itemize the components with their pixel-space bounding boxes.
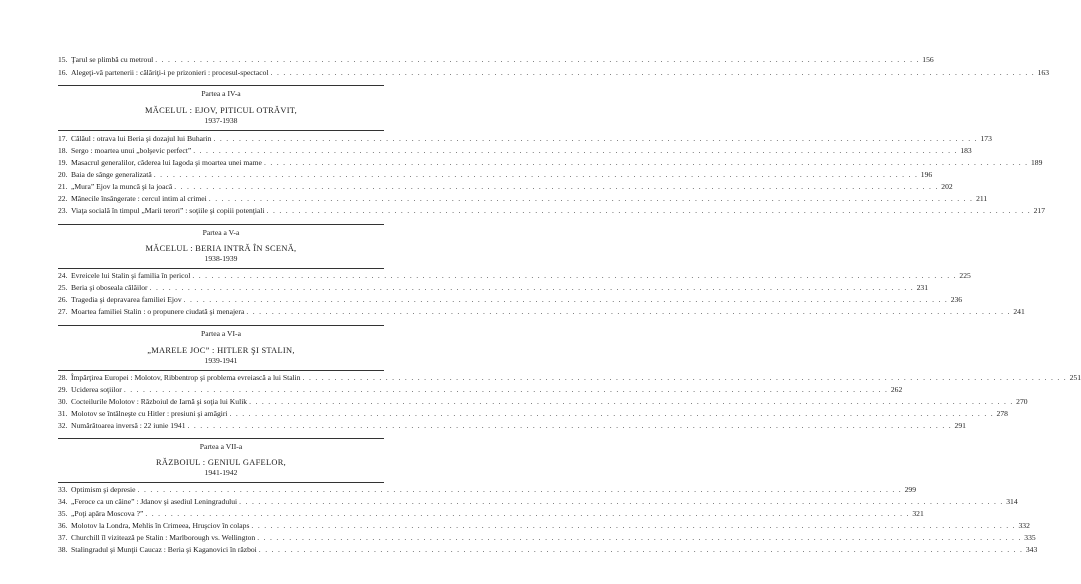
entry-page-number: 270 bbox=[1016, 397, 1028, 406]
entry-title: Beria şi oboseala călăilor bbox=[71, 283, 148, 292]
entry-page-number: 335 bbox=[1024, 533, 1036, 542]
entry-page-number: 183 bbox=[960, 146, 972, 155]
entry-page-number: 321 bbox=[912, 509, 924, 518]
section-divider bbox=[58, 438, 384, 439]
entry-page-number: 291 bbox=[954, 421, 966, 430]
entry-number: 15. bbox=[58, 55, 68, 64]
entry-number: 32. bbox=[58, 421, 68, 430]
toc-entry bbox=[58, 205, 1045, 217]
part-title: RĂZBOIUL : GENIUL GAFELOR, bbox=[155, 458, 286, 467]
toc-entry bbox=[58, 294, 963, 306]
toc-entry bbox=[58, 282, 928, 294]
entry-page-number: 314 bbox=[1006, 497, 1018, 506]
entry-page-number: 251 bbox=[1069, 373, 1081, 382]
entry-number: 28. bbox=[58, 373, 68, 382]
entry-title: Viaţa socială în timpul „Marii terori” : soţiile şi copiii potenţiali bbox=[71, 206, 265, 215]
entry-page-number: 343 bbox=[1025, 545, 1038, 554]
entry-number: 37. bbox=[58, 533, 68, 542]
section-divider bbox=[58, 482, 384, 483]
section-divider bbox=[58, 85, 384, 86]
entry-number: 26. bbox=[58, 295, 68, 304]
entry-title: Tragedia şi depravarea familiei Ejov bbox=[71, 295, 182, 304]
entry-number: 21. bbox=[58, 182, 68, 191]
entry-number: 16. bbox=[58, 68, 68, 77]
toc-entry bbox=[58, 169, 933, 181]
entry-title: Baia de sânge generalizată bbox=[71, 170, 152, 179]
dot-leader: . . . . . . . . . . . . . . . . . . . . . . . . . . . . . . . . . . . . . . . . . . . . . . . . . . . . . . . . . . . . . . . . . . . . . . . . . . . . . . . . . . . . . . . . . . . . . . . . . . . . . . . . . . . . . . . . . . . . . . . . bbox=[193, 146, 958, 155]
dot-leader: . . . . . . . . . . . . . . . . . . . . . . . . . . . . . . . . . . . . . . . . . . . . . . . . . . . . . . . . . . . . . . . . . . . . . . . . . . . . . . . . . . . . . . . . . . . . . . . . . . . . . . . . . . . . . . . . . . . . . . . . bbox=[208, 194, 974, 203]
entry-page-number: 299 bbox=[904, 485, 916, 494]
toc-entry bbox=[58, 67, 1049, 79]
toc-entry bbox=[58, 145, 972, 157]
entry-number: 34. bbox=[58, 497, 68, 506]
entry-title: Stalingradul şi Munţii Caucaz : Beria şi Kaganovici în război bbox=[71, 545, 257, 554]
dot-leader: . . . . . . . . . . . . . . . . . . . . . . . . . . . . . . . . . . . . . . . . . . . . . . . . . . . . . . . . . . . . . . . . . . . . . . . . . . . . . . . . . . . . . . . . . . . . . . . . . . . . . . . . . . . . . . . . . . . . . . . . bbox=[149, 283, 914, 292]
dot-leader: . . . . . . . . . . . . . . . . . . . . . . . . . . . . . . . . . . . . . . . . . . . . . . . . . . . . . . . . . . . . . . . . . . . . . . . . . . . . . . . . . . . . . . . . . . . . . . . . . . . . . . . . . . . . . . . . . . . . . . . . bbox=[249, 397, 1014, 406]
part-years: 1937-1938 bbox=[204, 116, 238, 125]
entry-page-number: 156 bbox=[922, 55, 934, 64]
part-title: „MARELE JOC” : HITLER ŞI STALIN, bbox=[147, 346, 295, 355]
section-divider bbox=[58, 325, 384, 326]
entry-title: Împărţirea Europei : Molotov, Ribbentrop şi problema evreiască a lui Stalin bbox=[71, 373, 301, 382]
entry-title: „Poţi apăra Moscova ?” bbox=[71, 509, 144, 518]
toc-entry bbox=[58, 372, 1081, 384]
part-years: 1938-1939 bbox=[204, 254, 238, 263]
dot-leader: . . . . . . . . . . . . . . . . . . . . . . . . . . . . . . . . . . . . . . . . . . . . . . . . . . . . . . . . . . . . . . . . . . . . . . . . . . . . . . . . . . . . . . . . . . . . . . . . . . . . . . . . . . . . . . . . . . . . . . . . bbox=[270, 68, 1035, 77]
dot-leader: . . . . . . . . . . . . . . . . . . . . . . . . . . . . . . . . . . . . . . . . . . . . . . . . . . . . . . . . . . . . . . . . . . . . . . . . . . . . . . . . . . . . . . . . . . . . . . . . . . . . . . . . . . . . . . . . . . . . . . . . bbox=[153, 170, 919, 179]
dot-leader: . . . . . . . . . . . . . . . . . . . . . . . . . . . . . . . . . . . . . . . . . . . . . . . . . . . . . . . . . . . . . . . . . . . . . . . . . . . . . . . . . . . . . . . . . . . . . . . . . . . . . . . . . . . . . . . . . . . . . . . . bbox=[137, 485, 902, 494]
dot-leader: . . . . . . . . . . . . . . . . . . . . . . . . . . . . . . . . . . . . . . . . . . . . . . . . . . . . . . . . . . . . . . . . . . . . . . . . . . . . . . . . . . . . . . . . . . . . . . . . . . . . . . . . . . . . . . . . . . . . . . . . bbox=[187, 421, 952, 430]
entry-number: 23. bbox=[58, 206, 68, 215]
dot-leader: . . . . . . . . . . . . . . . . . . . . . . . . . . . . . . . . . . . . . . . . . . . . . . . . . . . . . . . . . . . . . . . . . . . . . . . . . . . . . . . . . . . . . . . . . . . . . . . . . . . . . . . . . . . . . . . . . . . . . . . . bbox=[213, 134, 978, 143]
dot-leader: . . . . . . . . . . . . . . . . . . . . . . . . . . . . . . . . . . . . . . . . . . . . . . . . . . . . . . . . . . . . . . . . . . . . . . . . . . . . . . . . . . . . . . . . . . . . . . . . . . . . . . . . . . . . . . . . . . . . . . . . bbox=[123, 385, 889, 394]
part-label: Partea a VI-a bbox=[201, 329, 241, 338]
entry-number: 25. bbox=[58, 283, 68, 292]
section-divider bbox=[58, 130, 384, 131]
entry-page-number: 262 bbox=[890, 385, 903, 394]
entry-title: Cocteilurile Molotov : Războiul de Iarnă şi soţia lui Kulik bbox=[71, 397, 248, 406]
entry-page-number: 202 bbox=[941, 182, 953, 191]
entry-title: Mânecile însângerate : cercul intim al crimei bbox=[71, 194, 207, 203]
entry-number: 17. bbox=[58, 134, 68, 143]
section-divider bbox=[58, 224, 384, 225]
toc-entry bbox=[58, 396, 1028, 408]
dot-leader: . . . . . . . . . . . . . . . . . . . . . . . . . . . . . . . . . . . . . . . . . . . . . . . . . . . . . . . . . . . . . . . . . . . . . . . . . . . . . . . . . . . . . . . . . . . . . . . . . . . . . . . . . . . . . . . . . . . . . . . . bbox=[239, 497, 1004, 506]
dot-leader: . . . . . . . . . . . . . . . . . . . . . . . . . . . . . . . . . . . . . . . . . . . . . . . . . . . . . . . . . . . . . . . . . . . . . . . . . . . . . . . . . . . . . . . . . . . . . . . . . . . . . . . . . . . . . . . . . . . . . . . . bbox=[302, 373, 1068, 382]
toc-entry bbox=[58, 181, 953, 193]
entry-title: Churchill îl vizitează pe Stalin : Marlborough vs. Wellington bbox=[71, 533, 256, 542]
entry-number: 36. bbox=[58, 521, 68, 530]
entry-title: Ţarul se plimbă cu metroul bbox=[71, 55, 154, 64]
entry-title: Călăul : otrava lui Beria şi dozajul lui Buharin bbox=[71, 134, 212, 143]
entry-page-number: 173 bbox=[980, 134, 992, 143]
entry-title: Uciderea soţiilor bbox=[71, 385, 122, 394]
part-title: MĂCELUL : EJOV, PITICUL OTRĂVIT, bbox=[145, 106, 297, 115]
part-label: Partea a V-a bbox=[202, 228, 240, 237]
entry-page-number: 225 bbox=[959, 271, 971, 280]
entry-page-number: 189 bbox=[1030, 158, 1043, 167]
entry-title: Molotov la Londra, Mehlis în Crimeea, Hruşciov în colaps bbox=[71, 521, 250, 530]
entry-title: „Mura” Ejov la muncă şi la joacă bbox=[71, 182, 173, 191]
toc-entry bbox=[58, 420, 966, 432]
dot-leader: . . . . . . . . . . . . . . . . . . . . . . . . . . . . . . . . . . . . . . . . . . . . . . . . . . . . . . . . . . . . . . . . . . . . . . . . . . . . . . . . . . . . . . . . . . . . . . . . . . . . . . . . . . . . . . . . . . . . . . . . bbox=[192, 271, 957, 280]
entry-number: 27. bbox=[58, 307, 68, 316]
entry-number: 38. bbox=[58, 545, 68, 554]
dot-leader: . . . . . . . . . . . . . . . . . . . . . . . . . . . . . . . . . . . . . . . . . . . . . . . . . . . . . . . . . . . . . . . . . . . . . . . . . . . . . . . . . . . . . . . . . . . . . . . . . . . . . . . . . . . . . . . . . . . . . . . . bbox=[263, 158, 1029, 167]
toc-entry bbox=[58, 270, 971, 282]
entry-title: Optimism şi depresie bbox=[71, 485, 136, 494]
dot-leader: . . . . . . . . . . . . . . . . . . . . . . . . . . . . . . . . . . . . . . . . . . . . . . . . . . . . . . . . . . . . . . . . . . . . . . . . . . . . . . . . . . . . . . . . . . . . . . . . . . . . . . . . . . . . . . . . . . . . . . . . bbox=[257, 533, 1022, 542]
entry-title: Moartea familiei Stalin : o propunere ciudată şi menajera bbox=[71, 307, 245, 316]
entry-title: Alegeţi-vă partenerii : călăriţi-i pe prizonieri : procesul-spectacol bbox=[71, 68, 269, 77]
entry-page-number: 217 bbox=[1033, 206, 1045, 215]
entry-title: Evreicele lui Stalin şi familia în pericol bbox=[71, 271, 191, 280]
toc-entry bbox=[58, 133, 992, 145]
toc-entry bbox=[58, 532, 1036, 544]
dot-leader: . . . . . . . . . . . . . . . . . . . . . . . . . . . . . . . . . . . . . . . . . . . . . . . . . . . . . . . . . . . . . . . . . . . . . . . . . . . . . . . . . . . . . . . . . . . . . . . . . . . . . . . . . . . . . . . . . . . . . . . . bbox=[145, 509, 910, 518]
dot-leader: . . . . . . . . . . . . . . . . . . . . . . . . . . . . . . . . . . . . . . . . . . . . . . . . . . . . . . . . . . . . . . . . . . . . . . . . . . . . . . . . . . . . . . . . . . . . . . . . . . . . . . . . . . . . . . . . . . . . . . . . bbox=[251, 521, 1016, 530]
dot-leader: . . . . . . . . . . . . . . . . . . . . . . . . . . . . . . . . . . . . . . . . . . . . . . . . . . . . . . . . . . . . . . . . . . . . . . . . . . . . . . . . . . . . . . . . . . . . . . . . . . . . . . . . . . . . . . . . . . . . . . . . bbox=[174, 182, 939, 191]
dot-leader: . . . . . . . . . . . . . . . . . . . . . . . . . . . . . . . . . . . . . . . . . . . . . . . . . . . . . . . . . . . . . . . . . . . . . . . . . . . . . . . . . . . . . . . . . . . . . . . . . . . . . . . . . . . . . . . . . . . . . . . . bbox=[258, 545, 1024, 554]
toc-entry bbox=[58, 496, 1018, 508]
dot-leader: . . . . . . . . . . . . . . . . . . . . . . . . . . . . . . . . . . . . . . . . . . . . . . . . . . . . . . . . . . . . . . . . . . . . . . . . . . . . . . . . . . . . . . . . . . . . . . . . . . . . . . . . . . . . . . . . . . . . . . . . bbox=[229, 409, 994, 418]
dot-leader: . . . . . . . . . . . . . . . . . . . . . . . . . . . . . . . . . . . . . . . . . . . . . . . . . . . . . . . . . . . . . . . . . . . . . . . . . . . . . . . . . . . . . . . . . . . . . . . . . . . . . . . . . . . . . . . . . . . . . . . . bbox=[246, 307, 1011, 316]
part-label: Partea a VII-a bbox=[199, 442, 243, 451]
entry-number: 29. bbox=[58, 385, 68, 394]
entry-number: 35. bbox=[58, 509, 68, 518]
entry-title: Numărătoarea inversă : 22 iunie 1941 bbox=[71, 421, 186, 430]
entry-number: 30. bbox=[58, 397, 68, 406]
entry-number: 31. bbox=[58, 409, 68, 418]
toc-entry bbox=[58, 54, 934, 66]
entry-page-number: 278 bbox=[996, 409, 1008, 418]
part-years: 1939-1941 bbox=[204, 356, 238, 365]
dot-leader: . . . . . . . . . . . . . . . . . . . . . . . . . . . . . . . . . . . . . . . . . . . . . . . . . . . . . . . . . . . . . . . . . . . . . . . . . . . . . . . . . . . . . . . . . . . . . . . . . . . . . . . . . . . . . . . . . . . . . . . . bbox=[183, 295, 949, 304]
entry-number: 33. bbox=[58, 485, 68, 494]
entry-number: 22. bbox=[58, 194, 68, 203]
toc-entry bbox=[58, 508, 924, 520]
entry-page-number: 231 bbox=[916, 283, 928, 292]
entry-number: 24. bbox=[58, 271, 68, 280]
entry-page-number: 163 bbox=[1037, 68, 1049, 77]
entry-page-number: 196 bbox=[920, 170, 933, 179]
toc-entry bbox=[58, 157, 1043, 169]
entry-title: Molotov se întâlneşte cu Hitler : presiuni şi amăgiri bbox=[71, 409, 228, 418]
entry-number: 19. bbox=[58, 158, 68, 167]
toc-entry bbox=[58, 193, 988, 205]
entry-page-number: 332 bbox=[1018, 521, 1030, 530]
entry-number: 20. bbox=[58, 170, 68, 179]
part-years: 1941-1942 bbox=[204, 468, 238, 477]
toc-entry bbox=[58, 520, 1030, 532]
toc-entry bbox=[58, 384, 903, 396]
dot-leader: . . . . . . . . . . . . . . . . . . . . . . . . . . . . . . . . . . . . . . . . . . . . . . . . . . . . . . . . . . . . . . . . . . . . . . . . . . . . . . . . . . . . . . . . . . . . . . . . . . . . . . . . . . . . . . . . . . . . . . . . bbox=[266, 206, 1031, 215]
toc-entry bbox=[58, 484, 916, 496]
toc-entry bbox=[58, 408, 1008, 420]
entry-title: „Feroce ca un câine” : Jdanov şi asediul Leningradului bbox=[71, 497, 238, 506]
entry-title: Sergo : moartea unui „bolşevic perfect” bbox=[71, 146, 192, 155]
toc-entry bbox=[58, 306, 1025, 318]
entry-page-number: 241 bbox=[1013, 307, 1025, 316]
entry-number: 18. bbox=[58, 146, 68, 155]
entry-page-number: 211 bbox=[976, 194, 988, 203]
dot-leader: . . . . . . . . . . . . . . . . . . . . . . . . . . . . . . . . . . . . . . . . . . . . . . . . . . . . . . . . . . . . . . . . . . . . . . . . . . . . . . . . . . . . . . . . . . . . . . . . . . . . . . . . . . . . . . . . . . . . . . . . bbox=[155, 55, 920, 64]
toc-entry bbox=[58, 544, 1038, 556]
entry-page-number: 236 bbox=[950, 295, 963, 304]
section-divider bbox=[58, 370, 384, 371]
part-label: Partea a IV-a bbox=[201, 89, 241, 98]
part-title: MĂCELUL : BERIA INTRĂ ÎN SCENĂ, bbox=[145, 244, 297, 253]
section-divider bbox=[58, 268, 384, 269]
entry-title: Masacrul generalilor, căderea lui Iagoda şi moartea unei mame bbox=[71, 158, 262, 167]
